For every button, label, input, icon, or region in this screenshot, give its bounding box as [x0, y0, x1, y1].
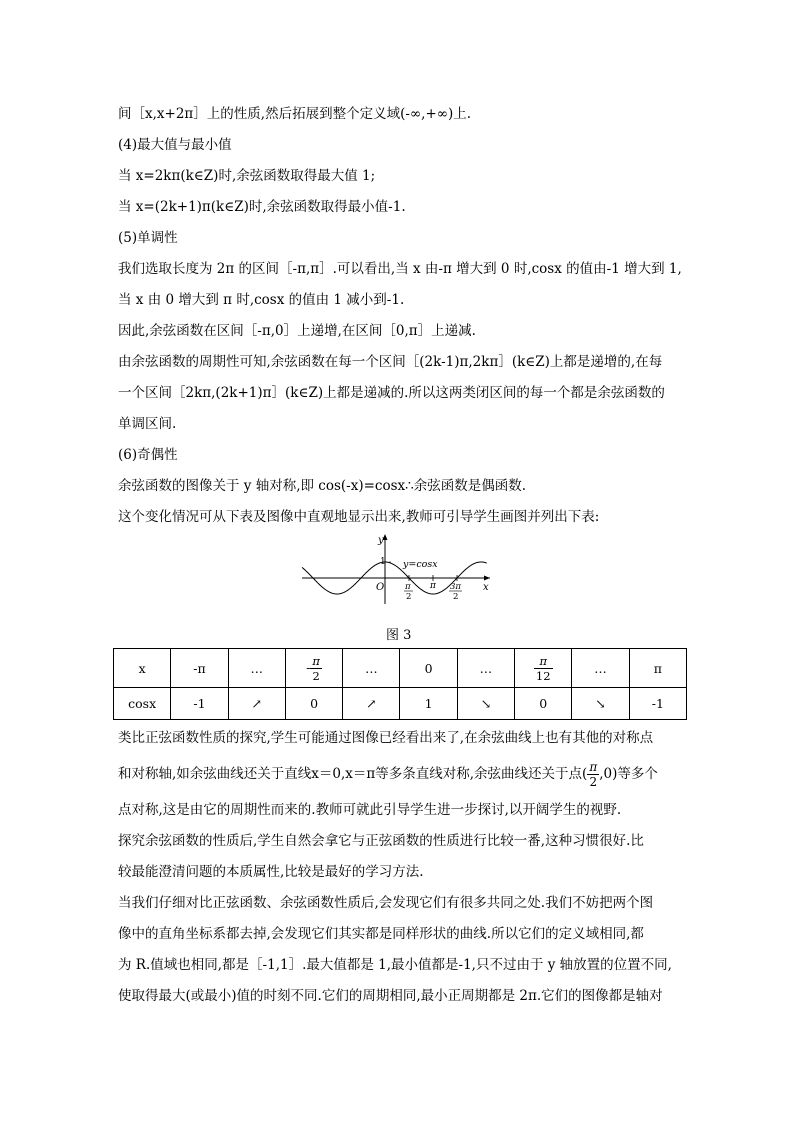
- fraction-pi-over-2: $\frac{\pi}{2}$: [589, 760, 598, 789]
- table-cell: ↗: [228, 688, 285, 720]
- table-row-cosx: [114, 688, 687, 720]
- text-line: 余弦函数的图像关于 y 轴对称,即 cos(-x)=cosx∴余弦函数是偶函数.: [118, 478, 527, 494]
- text-line: 像中的直角坐标系都去掉,会发现它们其实都是同样形状的曲线.所以它们的定义域相同,都: [118, 926, 644, 942]
- tick-label-3pi-over-2-num: 3π: [450, 582, 461, 592]
- text-line: 因此,余弦函数在区间［-π,0］上递增,在区间［0,π］上递减.: [118, 323, 476, 339]
- heading-monotonicity: (5)单调性: [118, 230, 178, 246]
- text-line: 由余弦函数的周期性可知,余弦函数在每一个区间［(2k-1)π,2kπ］(k∈Z)上都是递增的,在每: [118, 354, 663, 370]
- table-cell: ↘: [572, 688, 629, 720]
- table-cell: ↘: [457, 688, 514, 720]
- variation-table: [113, 648, 687, 720]
- table-cell: ↗: [343, 688, 400, 720]
- table-cell: …: [228, 649, 285, 688]
- tick-label-pi: π: [430, 581, 436, 591]
- y-tick-label: 1: [380, 557, 386, 567]
- origin-label: O: [376, 582, 385, 593]
- text-line: 为 R.值域也相同,都是［-1,1］.最大值都是 1,最小值都是-1,只不过由于 y 轴放置的位置不同,: [118, 957, 672, 973]
- text-line: 当 x 由 0 增大到 π 时,cosx 的值由 1 减小到-1.: [118, 292, 405, 308]
- table-cell-neg-pi-over-2: - $\frac{\pi}{2}$: [285, 649, 342, 688]
- x-axis-label: x: [483, 582, 489, 593]
- table-cell-pi-over-12: $\frac{\pi}{12}$: [515, 649, 572, 688]
- curve-label: y=cosx: [403, 559, 438, 570]
- text-line: 探究余弦函数的性质后,学生自然会拿它与正弦函数的性质进行比较一番,这种习惯很好.比: [118, 833, 644, 849]
- table-cell: 0: [285, 688, 342, 720]
- tick-label-pi-over-2-num: π: [405, 582, 411, 592]
- table-cell: 0: [515, 688, 572, 720]
- y-axis-label: y: [378, 535, 384, 546]
- cosine-graph: [300, 532, 500, 606]
- table-row-x: [114, 649, 687, 688]
- tick-label-pi-over-2-den: 2: [406, 592, 412, 602]
- text-line: 当我们仔细对比正弦函数、余弦函数性质后,会发现它们有很多共同之处.我们不妨把两个图: [118, 895, 654, 911]
- text-line: 一个区间［2kπ,(2k+1)π］(k∈Z)上都是递减的.所以这两类闭区间的每一个都是余弦函数的: [118, 385, 665, 401]
- x-axis-arrow: [484, 576, 490, 581]
- text-line: 类比正弦函数性质的探究,学生可能通过图像已经看出来了,在余弦曲线上也有其他的对称点: [118, 730, 654, 746]
- table-cell: -1: [629, 688, 686, 720]
- text-line: 使取得最大(或最小)值的时刻不同.它们的周期相同,最小正周期都是 2π.它们的图像都是轴对: [118, 988, 663, 1004]
- table-cell: …: [572, 649, 629, 688]
- heading-parity: (6)奇偶性: [118, 447, 178, 463]
- text-line: 我们选取长度为 2π 的区间［-π,π］.可以看出,当 x 由-π 增大到 0 时,cosx 的值由-1 增大到 1,: [118, 261, 682, 277]
- table-cell: 1: [400, 688, 457, 720]
- table-cell: x: [114, 649, 171, 688]
- text-line: 当 x=(2k+1)π(k∈Z)时,余弦函数取得最小值-1.: [118, 199, 406, 215]
- table-cell: -1: [171, 688, 228, 720]
- text-line: 点对称,这是由它的周期性而来的.教师可就此引导学生进一步探讨,以开阔学生的视野.: [118, 802, 622, 818]
- table-cell: …: [457, 649, 514, 688]
- text-line-with-fraction: 和对称轴,如余弦曲线还关于直线x＝0,x＝π等多条直线对称,余弦曲线还关于点( $\frac{\pi}{2}$ ,0)等多个: [118, 760, 658, 789]
- text-line: 当 x=2kπ(k∈Z)时,余弦函数取得最大值 1;: [118, 168, 376, 184]
- tick-label-3pi-over-2-den: 2: [453, 592, 459, 602]
- text-line: 间［x,x+2π］上的性质,然后拓展到整个定义域(-∞,+∞)上.: [118, 106, 472, 122]
- table-cell: -π: [171, 649, 228, 688]
- text-line: 单调区间.: [118, 416, 177, 432]
- table-cell: 0: [400, 649, 457, 688]
- figure-caption: 图 3: [386, 628, 412, 643]
- text-line: 这个变化情况可从下表及图像中直观地显示出来,教师可引导学生画图并列出下表:: [118, 509, 600, 525]
- text-line: 较最能澄清问题的本质属性,比较是最好的学习方法.: [118, 864, 424, 880]
- table-cell: π: [629, 649, 686, 688]
- heading-max-min: (4)最大值与最小值: [118, 137, 232, 153]
- table-cell: cosx: [114, 688, 171, 720]
- table-cell: …: [343, 649, 400, 688]
